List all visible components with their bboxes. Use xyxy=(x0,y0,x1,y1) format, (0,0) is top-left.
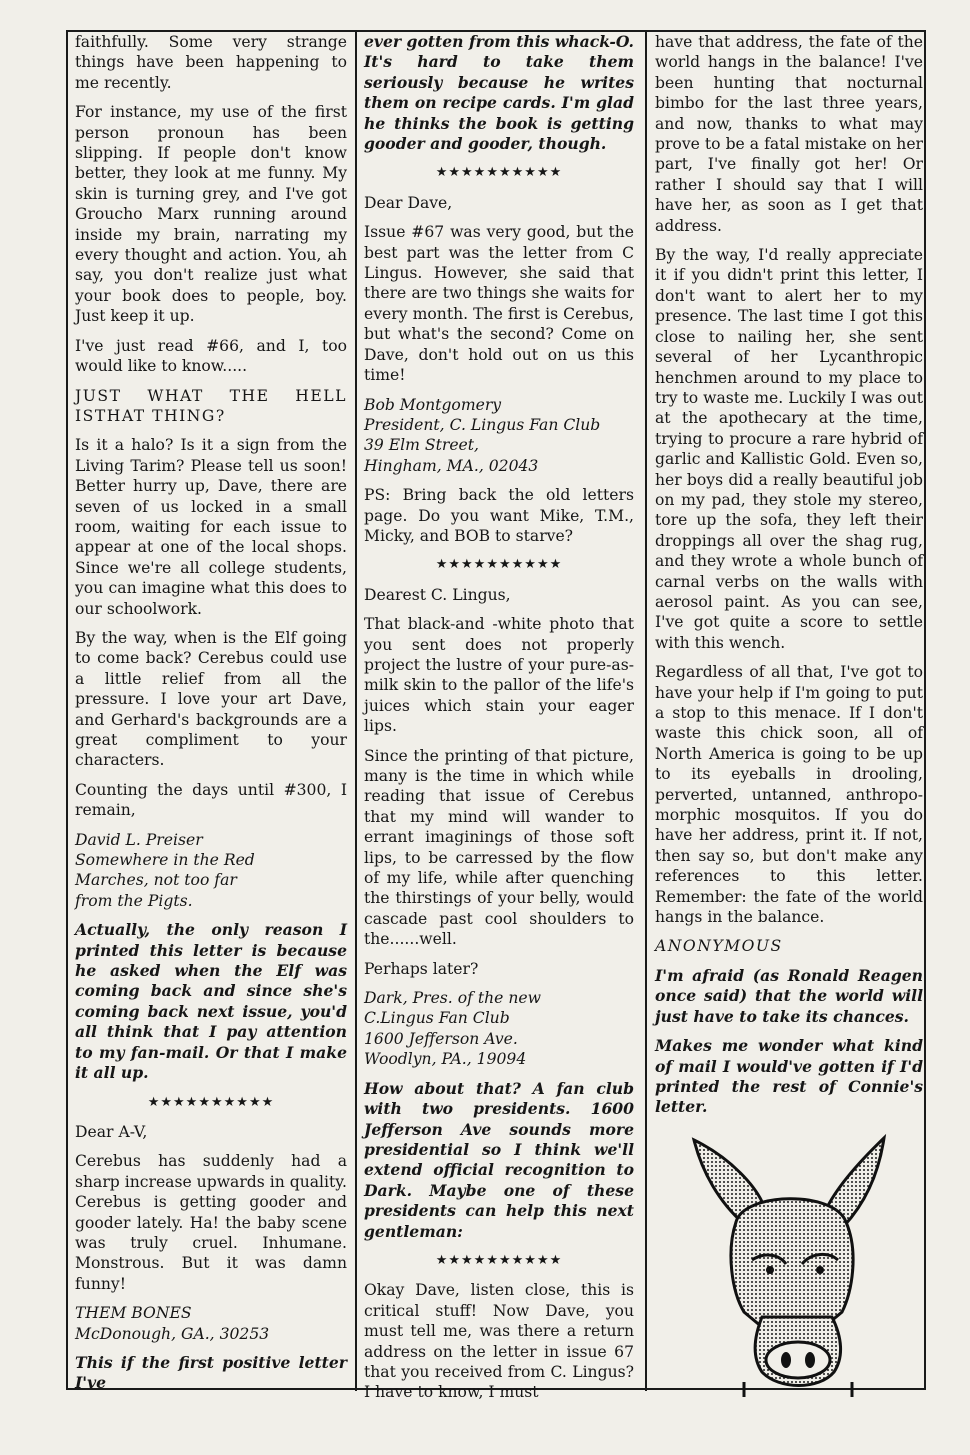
letter-paragraph: For instance, my use of the first person pronoun has been slipping. If people don't know better, they look at me funny. My skin is turning grey, and I've got Groucho Marx running around inside my brain, narrating my every thought and action. You, ah say, you don't realize just what your book does to people, boy. Just keep it up. xyxy=(75,103,347,326)
separator-stars: ★★★★★★★★★★ xyxy=(435,557,563,573)
signature-line: C.Lingus Fan Club xyxy=(364,1009,510,1028)
column-divider xyxy=(355,30,357,1391)
letter-postscript: PS: Bring back the old letters page. Do you want Mike, T.M., Micky, and BOB to starve? xyxy=(364,486,634,545)
column-divider xyxy=(645,30,647,1391)
letter-paragraph: Is it a halo? Is it a sign from the Living Tarim? Please tell us soon! Better hurry up, Dave, there are seven of us locked in a small room, waiting for each issue to appear at one of the local shops. Since we're all college students, you can imagine what this does to our schoolwork. xyxy=(75,436,347,618)
signature-line: David L. Preiser xyxy=(75,830,203,849)
column-2 xyxy=(364,32,634,1402)
signature-line: Bob Montgomery xyxy=(364,395,502,414)
salutation: Dear A-V, xyxy=(75,1122,148,1141)
separator-stars: ★★★★★★★★★★ xyxy=(147,1094,275,1110)
column-1 xyxy=(75,32,347,1391)
separator-stars: ★★★★★★★★★★ xyxy=(435,1252,563,1268)
letter-paragraph: Okay Dave, listen close, this is critical stuff! Now Dave, you must tell me, was there a return address on the letter in issue 67 that you received from C. Lingus? I have to know, I must xyxy=(364,1281,634,1402)
signature-line: President, C. Lingus Fan Club xyxy=(364,415,601,434)
letter-paragraph: have that address, the fate of the world hangs in the balance! I've been hunting that nocturnal bimbo for the last three years, and now, thanks to what may prove to be a fatal mistake on her part, I've finally got her! Or rather I should say that I will have her, as soon as I get that address. xyxy=(655,33,923,235)
signature-line: 1600 Jefferson Ave. xyxy=(364,1029,518,1048)
cerebus-aardvark-illustration xyxy=(674,1132,904,1397)
signature-line: 39 Elm Street, xyxy=(364,436,479,455)
letter-paragraph: Regardless of all that, I've got to have your help if I'm going to put a stop to this menace. If I don't waste this chick soon, all of North America is going to be up to its eyeballs in drooling, perverted, untanned, anthropo-morphic mosquitos. If you do have her address, print it. If not, then say so, but don't make any references to this letter. Remember: the fate of the world hangs in the balance. xyxy=(655,663,923,927)
aardvark-drawing xyxy=(674,1132,904,1397)
separator-stars: ★★★★★★★★★★ xyxy=(435,165,563,181)
signature-line: Dark, Pres. of the new xyxy=(364,989,541,1008)
signature-line: Somewhere in the Red xyxy=(75,851,255,870)
salutation: Dearest C. Lingus, xyxy=(364,585,511,604)
letter-signature xyxy=(364,395,634,477)
letter-paragraph: Counting the days until #300, I remain, xyxy=(75,780,347,820)
letter-paragraph: I've just read #66, and I, too would like to know..... xyxy=(75,336,347,376)
editor-reply: Actually, the only reason I printed this letter is because he asked when the Elf was coming back and since she's coming back next issue, you'd all think that I pay attention to my fan-mail. Or that I make it all up. xyxy=(75,920,347,1083)
letter-paragraph: By the way, I'd really appreciate it if you didn't print this letter, I don't want to alert her to my presence. The last time I got this close to nailing her, she sent several of her Lycanthropic henchmen around to my place to try to waste me. Luckily I was out at the apothecary at the time, trying to procure a rare hybrid of garlic and Kallistic Gold. Even so, her boys did a really beautiful job on my pad, they stole my stereo, tore up the sofa, they left their droppings all over the shag rug, and they wrote a whole bunch of carnal verbs on the walls with aerosol paint. As you can see, I've got quite a score to settle with this wench. xyxy=(655,246,923,652)
signature-line: from the Pigts. xyxy=(75,891,193,910)
letter-signature xyxy=(75,1303,347,1344)
letter-paragraph: Since the printing of that picture, many is the time in which while reading that issue of Cerebus that my mind will wander to errant imaginings of those soft lips, to be carressed by the flow of my life, while after quenching the thirstings of your belly, would cascade past cool shoulders to the......well. xyxy=(364,746,634,949)
letter-signature xyxy=(364,988,634,1070)
signature-line: Woodlyn, PA., 19094 xyxy=(364,1050,527,1069)
signature-line: Marches, not too far xyxy=(75,871,237,890)
signature-line: THEM BONES xyxy=(75,1304,192,1323)
letter-shout: JUST WHAT THE HELL ISTHAT THING? xyxy=(75,386,347,425)
editor-reply: Makes me wonder what kind of mail I would've gotten if I'd printed the rest of Connie's letter. xyxy=(655,1036,923,1117)
editor-reply: How about that? A fan club with two presidents. 1600 Jefferson Ave sounds more presidential so I think we'll extend official recognition to Dark. Maybe one of these presidents can help this next gentleman: xyxy=(364,1078,634,1241)
column-3 xyxy=(655,32,923,1391)
salutation: Dear Dave, xyxy=(364,193,453,212)
editor-reply: ever gotten from this whack-O. It's hard to take them seriously because he writes them on recipe cards. I'm glad he thinks the book is getting gooder and gooder, though. xyxy=(364,32,634,154)
letter-paragraph: Perhaps later? xyxy=(364,959,479,978)
letter-paragraph: That black-and -white photo that you sent does not properly project the lustre of your pure-as-milk skin to the pallor of the life's juices which stain your eager lips. xyxy=(364,615,634,736)
editor-reply: I'm afraid (as Ronald Reagen once said) that the world will just have to take its chances. xyxy=(655,965,923,1026)
letter-paragraph: By the way, when is the Elf going to come back? Cerebus could use a little relief from all the pressure. I love your art Dave, and Gerhard's backgrounds are a great compliment to your characters. xyxy=(75,628,347,770)
editor-reply: This if the first positive letter I've xyxy=(75,1352,347,1393)
letter-paragraph: faithfully. Some very strange things have been happening to me recently. xyxy=(75,33,347,92)
signature-line: Hingham, MA., 02043 xyxy=(364,456,539,475)
letter-signature xyxy=(75,830,347,912)
letter-paragraph: Issue #67 was very good, but the best part was the letter from C Lingus. However, she said that there are two things she waits for every month. The first is Cerebus, but what's the second? Come on Dave, don't hold out on us this time! xyxy=(364,223,634,385)
letter-paragraph: Cerebus has suddenly had a sharp increase upwards in quality. Cerebus is getting gooder and gooder lately. Ha! the baby scene was truly cruel. Inhumane. Monstrous. But it was damn funny! xyxy=(75,1152,347,1293)
signature-line: McDonough, GA., 30253 xyxy=(75,1324,270,1343)
letter-signature: ANONYMOUS xyxy=(655,937,783,956)
